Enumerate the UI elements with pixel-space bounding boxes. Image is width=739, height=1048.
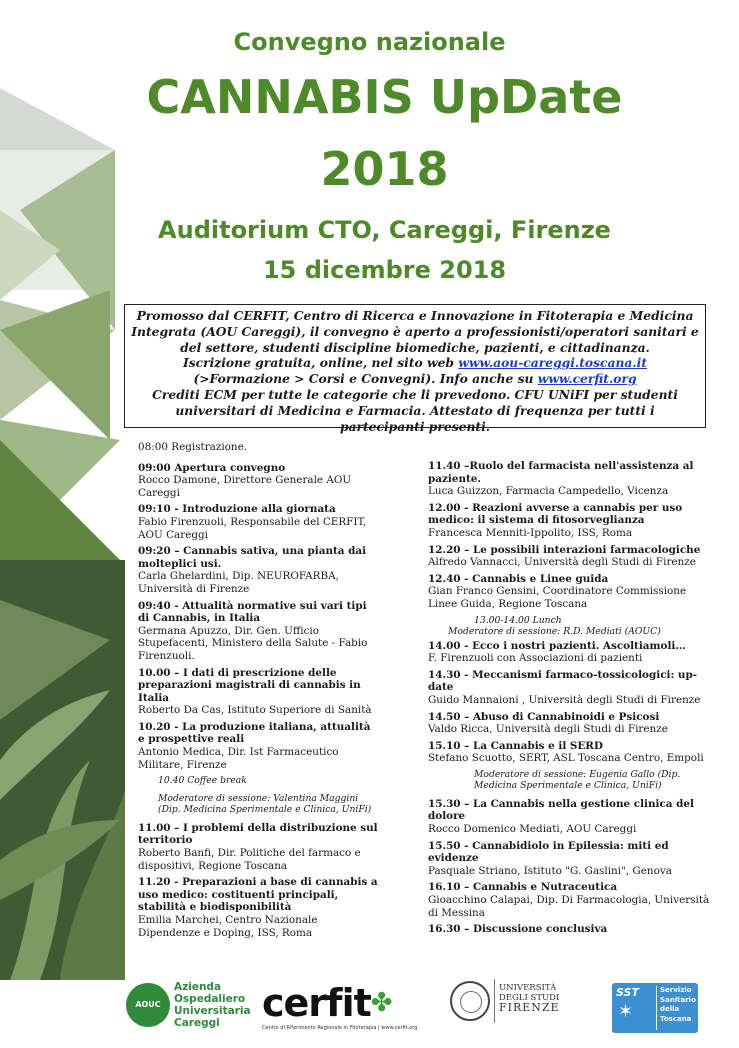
item-title: 09:40 - Attualità normative sui vari tipi di Cannabis, in Italia bbox=[138, 599, 367, 625]
item-title: 11.00 – I problemi della distribuzione sul territorio bbox=[138, 821, 378, 847]
item-speaker: Gian Franco Gensini, Coordinatore Commissione Linee Guida, Regione Toscana bbox=[428, 585, 687, 610]
unifi-line: FIRENZE bbox=[499, 1001, 560, 1014]
cerfit-wordmark: cerfit bbox=[262, 981, 371, 1025]
cerfit-logo bbox=[262, 983, 392, 1023]
program-item bbox=[428, 544, 718, 569]
item-title: 09:00 Apertura convegno bbox=[138, 461, 286, 474]
aou-line: Careggi bbox=[174, 1017, 220, 1029]
event-venue: Auditorium CTO, Careggi, Firenze bbox=[158, 216, 611, 244]
unifi-line: UNIVERSITÀ bbox=[499, 983, 557, 993]
item-speaker: Gioacchino Calapai, Dip. Di Farmacologia, Università di Messina bbox=[428, 894, 710, 919]
item-speaker: Francesca Menniti-Ippolito, ISS, Roma bbox=[428, 526, 633, 539]
item-title: 11.20 - Preparazioni a base di cannabis a uso medico: costituenti principali, stabilità e biodisponibilità bbox=[138, 876, 378, 914]
program-item bbox=[428, 840, 718, 878]
item-title: 14.50 – Abuso di Cannabinoidi e Psicosi bbox=[428, 710, 660, 723]
coffee-break: 10.40 Coffee break bbox=[158, 775, 247, 787]
runner-icon: ✶ bbox=[618, 1001, 634, 1022]
program-item bbox=[428, 740, 718, 765]
program-right bbox=[428, 460, 718, 940]
sst-name bbox=[660, 986, 696, 1024]
item-title: 15.50 - Cannabidiolo in Epilessia: miti ed evidenze bbox=[428, 839, 669, 865]
item-title: 15.30 – La Cannabis nella gestione clinica del dolore bbox=[428, 797, 694, 823]
aou-line: Ospedaliero bbox=[174, 993, 246, 1005]
aou-logo-icon bbox=[126, 983, 170, 1027]
item-speaker: Alfredo Vannacci, Università degli Studi di Firenze bbox=[428, 556, 696, 569]
program-item bbox=[138, 503, 378, 541]
item-speaker: Luca Guizzon, Farmacia Campedello, Vicenza bbox=[428, 485, 669, 498]
program-item bbox=[138, 876, 378, 939]
event-type: Convegno nazionale bbox=[233, 28, 506, 56]
sst-line: Toscana bbox=[660, 1014, 692, 1023]
item-speaker: Stefano Scuotto, SERT, ASL Toscana Centro, Empoli bbox=[428, 752, 704, 765]
session-moderator: Moderatore di sessione: R.D. Mediati (AOUC) bbox=[448, 626, 661, 638]
credits-text: Crediti ECM per tutte le categorie che li prevedono. CFU UNiFI per studenti universitari di Medicina e Farmacia. Attestato di frequenza per tutti i partecipanti presenti. bbox=[152, 386, 678, 434]
program-item bbox=[428, 711, 718, 736]
clover-icon: ✤ bbox=[370, 988, 392, 1018]
program-item bbox=[138, 721, 378, 771]
program-item bbox=[138, 462, 378, 500]
item-speaker: Valdo Ricca, Università degli Studi di Firenze bbox=[428, 723, 668, 736]
program-item bbox=[428, 573, 718, 611]
program-left bbox=[138, 441, 378, 943]
sst-line: Sanitario bbox=[660, 995, 696, 1004]
unifi-seal-icon bbox=[450, 981, 490, 1021]
program-item bbox=[138, 822, 378, 872]
program-item bbox=[428, 640, 718, 665]
item-speaker: Rocco Damone, Direttore Generale AOU Careggi bbox=[138, 474, 352, 499]
sst-logo bbox=[612, 983, 698, 1033]
info-text: (>Formazione > Corsi e Convegni). Info anche su bbox=[193, 371, 538, 387]
registration-text: Iscrizione gratuita, online, nel sito web bbox=[182, 355, 459, 371]
promo-box bbox=[124, 304, 706, 434]
cerfit-link[interactable]: www.cerfit.org bbox=[537, 371, 637, 387]
event-title: CANNABIS UpDate bbox=[146, 70, 623, 124]
program-item bbox=[428, 460, 718, 498]
item-speaker: Emilia Marchei, Centro Nazionale Dipendenze e Doping, ISS, Roma bbox=[138, 913, 318, 939]
aou-line: Azienda bbox=[174, 981, 222, 993]
item-title: 14.30 - Meccanismi farmaco-tossicologici: up-date bbox=[428, 668, 698, 694]
item-speaker: Carla Ghelardini, Dip. NEUROFARBA, Università di Firenze bbox=[138, 570, 339, 595]
aou-name bbox=[174, 981, 251, 1029]
aou-badge-text: AOUC bbox=[135, 1000, 161, 1009]
item-title: 09:10 - Introduzione alla giornata bbox=[138, 503, 336, 516]
program-item bbox=[138, 667, 378, 717]
item-title: 14.00 - Ecco i nostri pazienti. Ascoltiamoli… bbox=[428, 639, 686, 652]
item-speaker: Fabio Firenzuoli, Responsabile del CERFIT, AOU Careggi bbox=[138, 515, 367, 541]
program-item bbox=[428, 502, 718, 540]
item-speaker: Roberto Banfi, Dir. Politiche del farmaco e dispositivi, Regione Toscana bbox=[138, 846, 361, 872]
event-date: 15 dicembre 2018 bbox=[262, 256, 507, 284]
sst-line: Servizio bbox=[660, 986, 692, 994]
program-item bbox=[428, 881, 718, 919]
program-item bbox=[138, 600, 378, 663]
item-speaker: Antonio Medica, Dir. Ist Farmaceutico Militare, Firenze bbox=[138, 746, 339, 771]
item-title: 16.10 – Cannabis e Nutraceutica bbox=[428, 881, 618, 894]
item-title: 12.00 - Reazioni avverse a cannabis per uso medico: il sistema di fitosorveglianza bbox=[428, 501, 683, 527]
aou-link[interactable]: www.aou-careggi.toscana.it bbox=[458, 355, 648, 371]
unifi-name bbox=[499, 983, 560, 1013]
item-title: 15.10 – La Cannabis e il SERD bbox=[428, 739, 603, 752]
item-speaker: Germana Apuzzo, Dir. Gen. Ufficio Stupefacenti, Ministero della Salute - Fabio Firenzuoli. bbox=[138, 624, 368, 662]
item-title: 11.40 –Ruolo del farmacista nell'assistenza al paziente. bbox=[428, 460, 694, 485]
sponsor-logos bbox=[0, 975, 739, 1048]
item-title: 09:20 – Cannabis sativa, una pianta dai molteplici usi. bbox=[138, 545, 367, 570]
item-title: 12.20 – Le possibili interazioni farmacologiche bbox=[428, 543, 701, 556]
item-title: 16.30 – Discussione conclusiva bbox=[428, 923, 608, 936]
cerfit-subtitle: Centro di Riferimento Regionale in Fitoterapia | www.cerfit.org bbox=[262, 1025, 418, 1031]
promo-text: Promosso dal CERFIT, Centro di Ricerca e Innovazione in Fitoterapia e Medicina Integrata (AOU Careggi), il convegno è aperto a professionisti/operatori sanitari e del settore, studenti discipline biomediche, pazienti, e cittadinanza. bbox=[131, 308, 699, 355]
unifi-line: DEGLI STUDI bbox=[499, 993, 560, 1003]
unifi-divider bbox=[494, 979, 495, 1023]
item-speaker: Rocco Domenico Mediati, AOU Careggi bbox=[428, 823, 637, 836]
sst-line: della bbox=[660, 1005, 680, 1013]
program-item bbox=[428, 923, 718, 936]
program-item bbox=[428, 798, 718, 836]
item-speaker: Guido Mannaioni , Università degli Studi di Firenze bbox=[428, 693, 701, 706]
session-moderator: Moderatore di sessione: Valentina Maggini (Dip. Medicina Sperimentale e Clinica, UniFi) bbox=[158, 792, 372, 816]
sst-badge: SST bbox=[616, 986, 639, 999]
event-year: 2018 bbox=[320, 142, 449, 196]
item-speaker: Pasquale Striano, Istituto "G. Gaslini", Genova bbox=[428, 864, 672, 877]
item-title: 12.40 - Cannabis e Linee guida bbox=[428, 572, 609, 585]
item-speaker: Roberto Da Cas, Istituto Superiore di Sanità bbox=[138, 704, 372, 717]
item-speaker: F. Firenzuoli con Associazioni di pazienti bbox=[428, 652, 643, 665]
item-title: 10.20 - La produzione italiana, attualità e prospettive reali bbox=[138, 720, 371, 746]
program-item bbox=[428, 669, 718, 707]
registration: 08:00 Registrazione. bbox=[138, 441, 248, 453]
program-item bbox=[138, 545, 378, 595]
lunch-break: 13.00-14.00 Lunch bbox=[474, 614, 562, 626]
aou-line: Universitaria bbox=[174, 1005, 251, 1017]
session-moderator: Moderatore di sessione: Eugenia Gallo (Dip. Medicina Sperimentale e Clinica, UniFi) bbox=[474, 768, 681, 792]
item-title: 10.00 – I dati di prescrizione delle preparazioni magistrali di cannabis in Italia bbox=[138, 666, 361, 704]
